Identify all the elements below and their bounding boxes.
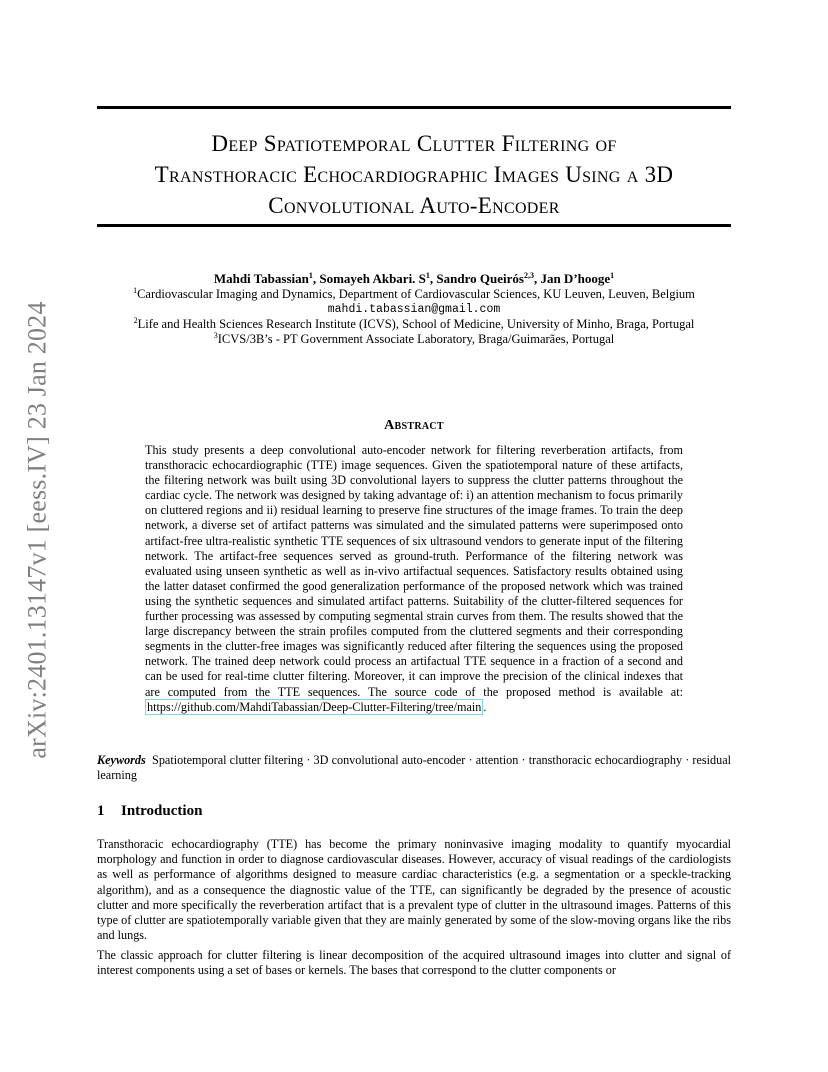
affiliation-1-sup: 1: [133, 286, 138, 295]
abstract-text: This study presents a deep convolutional auto-encoder network for filtering reverberation artifacts, from transthoracic echocardiographic (TTE) image sequences. Given the spatiotemporal nature of these artifacts, the filtering network was built using 3D convolutional layers to suppress the clutter patterns throughout the cardiac cycle. The network was designed by taking advantage of: i) an attention mechanism to focus primarily on cluttered regions and ii) residual learning to preserve fine structures of the image frames. To train the deep network, a diverse set of artifact patterns was simulated and the simulated patterns were superimposed onto artifact-free ultra-realistic synthetic TTE sequences of six ultrasound vendors to generate input of the filtering network. The artifact-free sequences served as ground-truth. Performance of the filtering network was evaluated using unseen synthetic as well as in-vivo artifactual sequences. Satisfactory results obtained using the latter dataset confirmed the good generalization performance of the proposed network which was trained using the synthetic sequences and simulated artifact patterns. Suitability of the clutter-filtered sequences for further processing was assessed by computing segmental strain curves from them. The results showed that the large discrepancy between the strain profiles computed from the cluttered segments and their corresponding segments in the clutter-free images was significantly reduced after filtering the sequences using the proposed network. The trained deep network could process an artifactual TTE sequence in a fraction of a second and can be used for real-time clutter filtering. Moreover, it can improve the precision of the clinical indexes that are computed from the TTE sequences. The source code of the proposed method is available at:: [145, 443, 683, 699]
author-4: Jan D’hooge: [540, 271, 611, 286]
keywords: [97, 753, 731, 783]
title-bottom-rule: [97, 224, 731, 227]
author-1: Mahdi Tabassian: [213, 271, 309, 286]
section-number: 1: [97, 803, 105, 819]
title-line-1: Deep Spatiotemporal Clutter Filtering of: [211, 131, 617, 156]
title-line-2: Transthoracic Echocardiographic Images Using a 3D: [154, 162, 674, 187]
title-top-rule: [97, 106, 731, 109]
author-3-sup: 2,3: [523, 271, 534, 280]
abstract-body: This study presents a deep convolutional auto-encoder network for filtering reverberation artifacts, from transthoracic echocardiographic (TTE) image sequences. Given the spatiotemporal nature of these artifacts, the filtering network was built using 3D convolutional layers to suppress the clutter patterns throughout the cardiac cycle. The network was designed by taking advantage of: i) an attention mechanism to focus primarily on cluttered regions and ii) residual learning to preserve fine structures of the image frames. To train the deep network, a diverse set of artifact patterns was simulated and the simulated patterns were superimposed onto artifact-free ultra-realistic synthetic TTE sequences of six ultrasound vendors to generate input of the filtering network. The artifact-free sequences served as ground-truth. Performance of the filtering network was evaluated using unseen synthetic as well as in-vivo artifactual sequences. Satisfactory results obtained using the latter dataset confirmed the good generalization performance of the proposed network which was trained using the synthetic sequences and simulated artifact patterns. Suitability of the clutter-filtered sequences for further processing was assessed by computing segmental strain curves from them. The results showed that the large discrepancy between the strain profiles computed from the cluttered segments and their corresponding segments in the clutter-free images was significantly reduced after filtering the sequences using the proposed network. The trained deep network could process an artifactual TTE sequence in a fraction of a second and can be used for real-time clutter filtering. Moreover, it can improve the precision of the clinical indexes that are computed from the TTE sequences. The source code of the proposed method is available at: https://github.com/MahdiTabassian/Deep-Clutter-Filtering/tree/main .: [145, 443, 683, 714]
author-2: Somayeh Akbari. S: [319, 271, 426, 286]
author-1-sup: 1: [308, 271, 313, 280]
section-heading-introduction: [97, 803, 202, 820]
affiliation-2-text: Life and Health Sciences Research Institute (ICVS), School of Medicine, University of Minho, Braga, Portugal: [137, 317, 695, 331]
keywords-label: Keywords: [97, 753, 146, 767]
keywords-text: Spatiotemporal clutter filtering · 3D convolutional auto-encoder · attention · transthoracic echocardiography · residual learning: [97, 753, 732, 783]
author-2-sup: 1: [425, 271, 430, 280]
affiliation-3: [97, 332, 731, 347]
author-block: [97, 271, 731, 347]
arxiv-stamp: [18, 290, 58, 770]
author-list: Mahdi Tabassian$^1$, Somayeh Akbari. $S^1$, Sandro Queirós$^{2,3}$, Jan D’hooge$^1$: [213, 271, 615, 286]
affiliation-1-text: Cardiovascular Imaging and Dynamics, Department of Cardiovascular Sciences, KU Leuven, Leuven, Belgium: [137, 287, 695, 301]
title-line-3: Convolutional Auto-Encoder: [268, 193, 560, 218]
source-code-link[interactable]: https://github.com/MahdiTabassian/Deep-Clutter-Filtering/tree/main: [147, 699, 482, 714]
author-3: Sandro Queirós: [436, 271, 524, 286]
abstract-heading: Abstract: [384, 418, 444, 433]
affiliation-3-text: ICVS/3B’s - PT Government Associate Laboratory, Braga/Guimarães, Portugal: [217, 332, 615, 346]
affiliation-3-sup: 3: [213, 331, 218, 340]
arxiv-stamp-text: arXiv:2401.13147v1 [eess.IV] 23 Jan 2024: [23, 301, 52, 759]
section-title: Introduction: [121, 803, 203, 819]
affiliation-2-sup: 2: [133, 316, 138, 325]
author-email: mahdi.tabassian@gmail.com: [327, 303, 501, 316]
affiliation-1: [97, 287, 731, 302]
affiliation-2: [97, 317, 731, 332]
author-4-sup: 1: [610, 271, 615, 280]
intro-paragraph-1: Transthoracic echocardiography (TTE) has become the primary noninvasive imaging modality to quantify myocardial morphology and function in order to diagnose cardiovascular diseases. However, accuracy of visual readings of the cardiologists as well as performance of algorithms designed to measure cardiac characteristics (e.g. a segmentation or a speckle-tracking algorithm), and as a consequence the diagnostic value of the TTE, can significantly be degraded by the presence of acoustic clutter and more specifically the reverberation artifact that is a prevalent type of clutter in the ultrasound images. Patterns of this type of clutter are spatiotemporally variable given that they are mainly generated by some of the slow-moving organs like the ribs and lungs.: [97, 837, 731, 943]
intro-paragraph-2: The classic approach for clutter filtering is linear decomposition of the acquired ultrasound images into clutter and signal of interest components using a set of bases or kernels. The bases that correspond to the clutter components or: [97, 948, 731, 978]
paper-title: [97, 128, 731, 221]
